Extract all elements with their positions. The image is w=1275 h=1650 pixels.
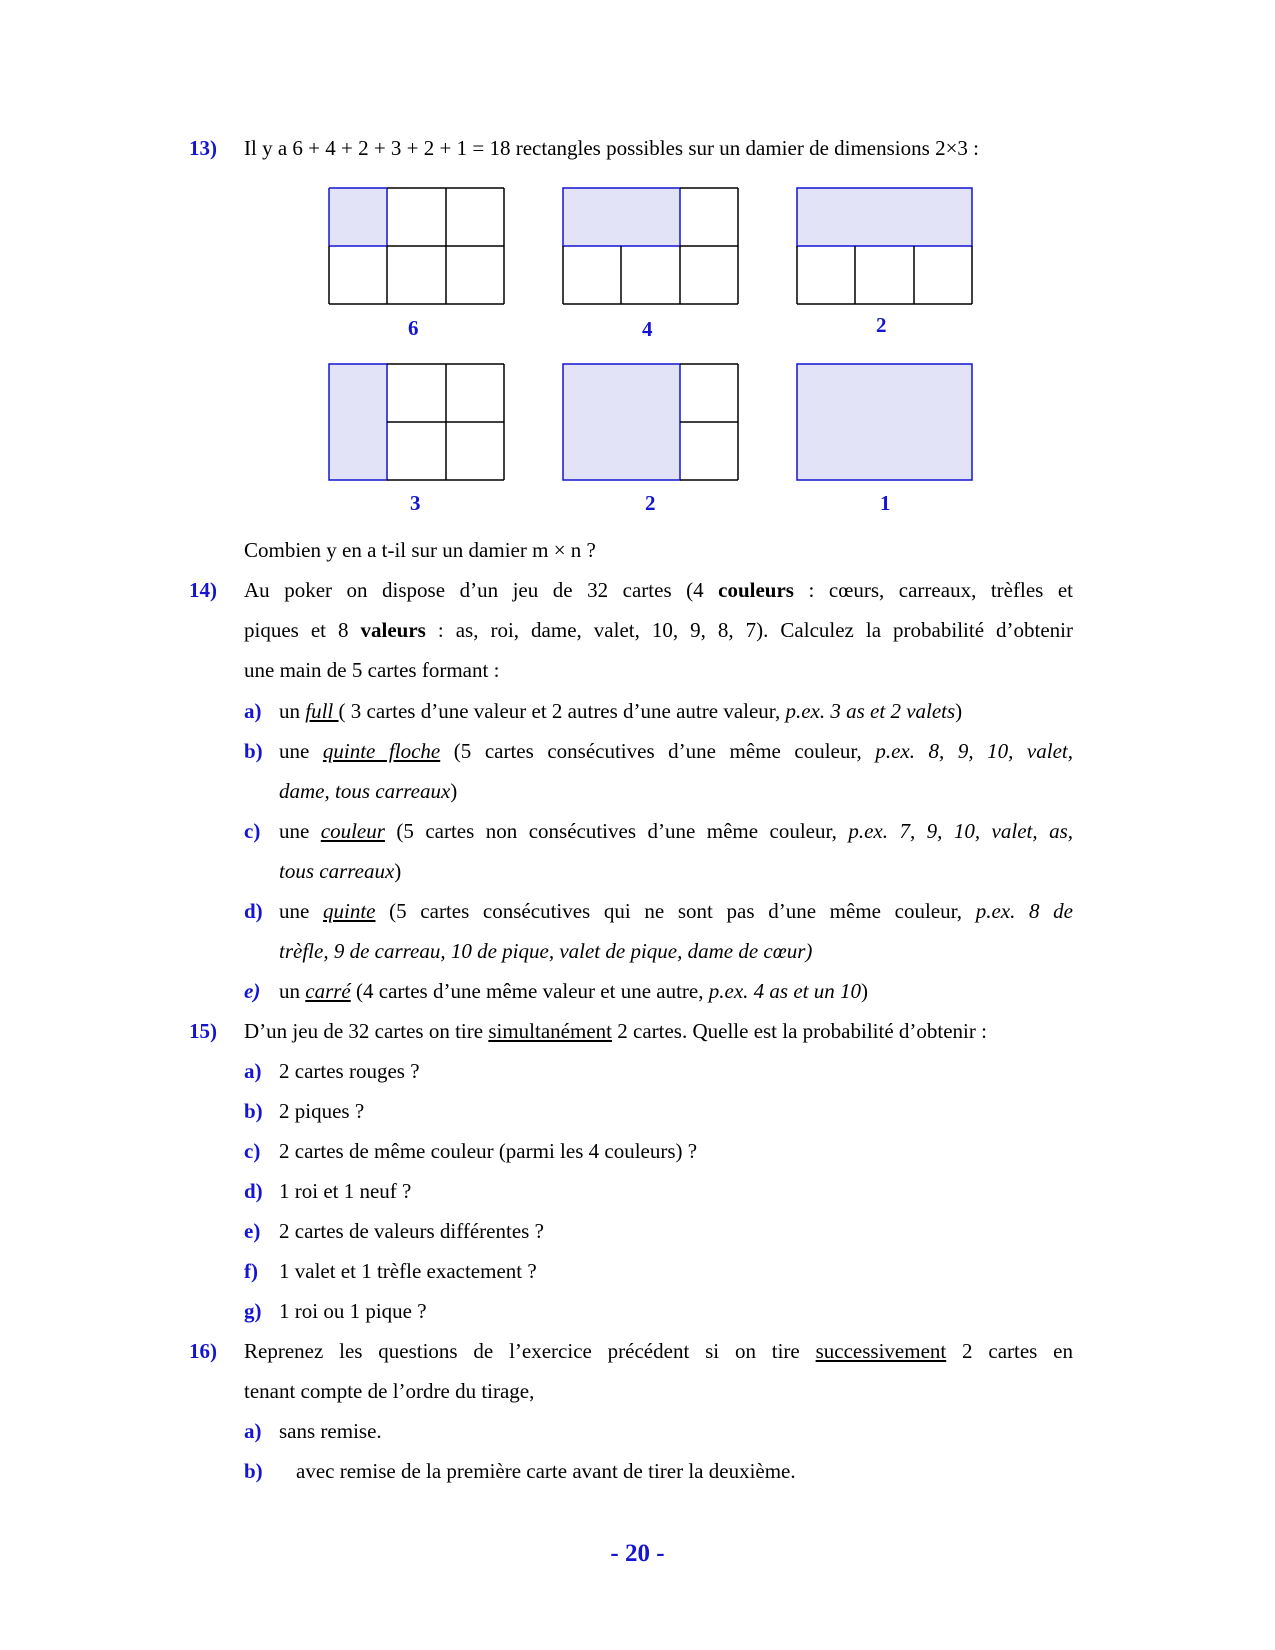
exercise-15-item: 2 piques ? <box>279 1099 365 1123</box>
exercise-14-line-2: piques et 8 valeurs : as, roi, dame, valet, 10, 9, 8, 7). Calculez la probabilité d’obtenir <box>244 618 1074 642</box>
exercise-number-15: 15) <box>189 1019 217 1043</box>
exercise-number-16: 16) <box>189 1339 217 1363</box>
item-label: d) <box>244 1179 263 1203</box>
grid-diagram-2x3 <box>796 363 974 483</box>
diagram-count-label: 2 <box>645 491 656 515</box>
item-label: b) <box>244 739 263 763</box>
exercise-16-item: avec remise de la première carte avant de tirer la deuxième. <box>296 1459 796 1483</box>
exercise-15-statement: D’un jeu de 32 cartes on tire simultanément 2 cartes. Quelle est la probabilité d’obtenir : <box>244 1019 987 1043</box>
exercise-14-item-c-cont: tous carreaux) <box>279 859 402 883</box>
exercise-number-14: 14) <box>189 578 217 602</box>
exercise-16-item: sans remise. <box>279 1419 382 1443</box>
exercise-14-item-d: une quinte (5 cartes consécutives qui ne sont pas d’une même couleur, p.ex. 8 de <box>279 899 1073 923</box>
exercise-number-13: 13) <box>189 136 217 160</box>
item-label: c) <box>244 819 261 843</box>
item-label: a) <box>244 1419 262 1443</box>
exercise-14-item-e: un carré (4 cartes d’une même valeur et une autre, p.ex. 4 as et un 10) <box>279 979 868 1003</box>
item-label: d) <box>244 899 263 923</box>
exercise-13-statement: Il y a 6 + 4 + 2 + 3 + 2 + 1 = 18 rectangles possibles sur un damier de dimensions 2×3 : <box>244 136 979 160</box>
exercise-15-item: 1 roi ou 1 pique ? <box>279 1299 427 1323</box>
grid-diagram-1x3 <box>796 187 974 307</box>
item-label: g) <box>244 1299 262 1323</box>
grid-diagram-2x1 <box>328 363 506 483</box>
exercise-15-item: 2 cartes rouges ? <box>279 1059 420 1083</box>
page-number: - 20 - <box>610 1540 665 1567</box>
item-label: a) <box>244 1059 262 1083</box>
diagram-count-label: 1 <box>880 491 891 515</box>
exercise-15-item: 2 cartes de même couleur (parmi les 4 couleurs) ? <box>279 1139 698 1163</box>
grid-diagram-1x2 <box>562 187 740 307</box>
exercise-14-item-b: une quinte floche (5 cartes consécutives d’une même couleur, p.ex. 8, 9, 10, valet, <box>279 739 1073 763</box>
diagram-count-label: 2 <box>876 313 887 337</box>
item-label: e) <box>244 1219 261 1243</box>
item-label: b) <box>244 1459 263 1483</box>
diagram-count-label: 6 <box>408 316 419 340</box>
item-label: b) <box>244 1099 263 1123</box>
exercise-14-item-a: un full ( 3 cartes d’une valeur et 2 autres d’une autre valeur, p.ex. 3 as et 2 valets) <box>279 699 963 723</box>
exercise-14-line-3: une main de 5 cartes formant : <box>244 658 500 682</box>
exercise-15-item: 1 roi et 1 neuf ? <box>279 1179 412 1203</box>
grid-diagram-2x2 <box>562 363 740 483</box>
diagram-count-label: 4 <box>642 317 653 341</box>
exercise-15-item: 2 cartes de valeurs différentes ? <box>279 1219 544 1243</box>
exercise-16-line-2: tenant compte de l’ordre du tirage, <box>244 1379 535 1403</box>
exercise-14-item-d-cont: trèfle, 9 de carreau, 10 de pique, valet de pique, dame de cœur) <box>279 939 813 963</box>
exercise-14-item-b-cont: dame, tous carreaux) <box>279 779 458 803</box>
item-label: f) <box>244 1259 258 1283</box>
item-label: c) <box>244 1139 261 1163</box>
exercise-16-line-1: Reprenez les questions de l’exercice précédent si on tire successivement 2 cartes en <box>244 1339 1073 1363</box>
diagram-count-label: 3 <box>410 491 421 515</box>
exercise-14-item-c: une couleur (5 cartes non consécutives d’une même couleur, p.ex. 7, 9, 10, valet, as, <box>279 819 1073 843</box>
exercise-13-question: Combien y en a t-il sur un damier m × n ? <box>244 538 596 562</box>
exercise-15-item: 1 valet et 1 trèfle exactement ? <box>279 1259 537 1283</box>
grid-diagram-1x1 <box>328 187 506 307</box>
item-label: a) <box>244 699 262 723</box>
exercise-14-line-1: Au poker on dispose d’un jeu de 32 cartes (4 couleurs : cœurs, carreaux, trèfles et <box>244 578 1073 602</box>
item-label: e) <box>244 979 261 1003</box>
